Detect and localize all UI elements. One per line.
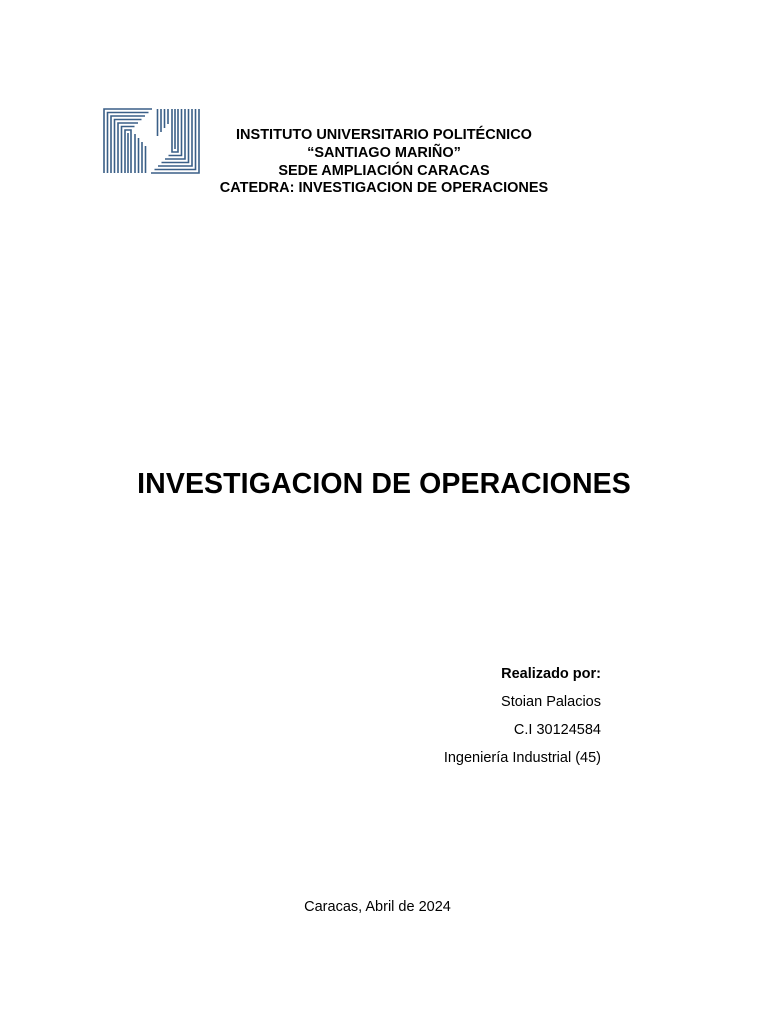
institution-subname: “SANTIAGO MARIÑO” (307, 144, 461, 161)
author-id: C.I 30124584 (513, 722, 601, 738)
place-date: Caracas, Abril de 2024 (304, 899, 451, 915)
document-title: INVESTIGACION DE OPERACIONES (137, 468, 631, 500)
author-label: Realizado por: (501, 666, 601, 682)
course-name: CATEDRA: INVESTIGACION DE OPERACIONES (219, 180, 549, 197)
institution-name: INSTITUTO UNIVERSITARIO POLITÉCNICO (236, 127, 532, 143)
author-name: Stoian Palacios (501, 694, 601, 710)
institution-header (0, 127, 768, 198)
campus-name: SEDE AMPLIACIÓN CARACAS (278, 162, 490, 179)
author-program: Ingeniería Industrial (45) (443, 750, 601, 766)
author-block (444, 660, 601, 772)
